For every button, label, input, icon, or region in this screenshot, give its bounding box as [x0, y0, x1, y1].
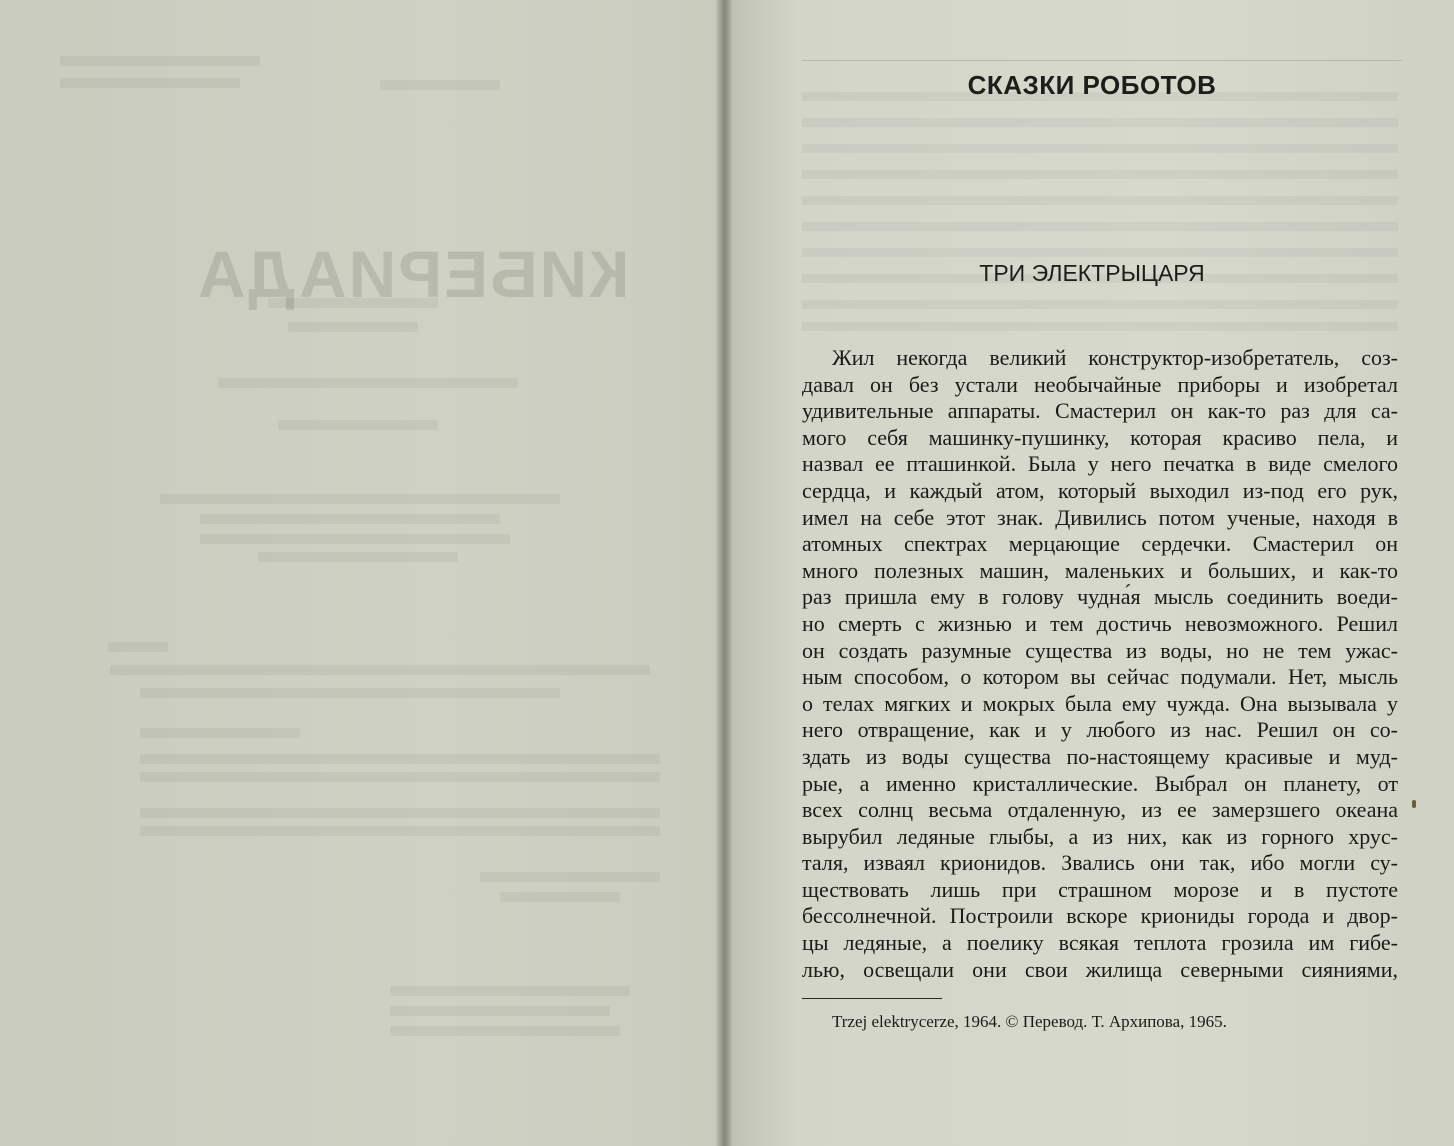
body-line: Жил некогда великий конструктор-изобретатель, соз- — [832, 345, 1398, 370]
show-through-line — [802, 144, 1398, 153]
show-through-line — [140, 754, 660, 764]
show-through-line — [140, 688, 560, 698]
body-line: давал он без устали необычайные приборы и изобретал — [802, 371, 1398, 397]
body-line: назвал ее пташинкой. Была у него печатка в виде смелого — [802, 451, 1398, 477]
body-line: о телах мягких и мокрых была ему чужда. Она вызывала у — [802, 690, 1398, 716]
show-through-line — [200, 534, 510, 544]
show-through-line — [140, 808, 660, 818]
body-line: рые, а именно кристаллические. Выбрал он планету, от — [802, 770, 1398, 796]
body-line: лью, освещали они свои жилища северными сияниями, — [802, 956, 1398, 982]
show-through-line — [160, 494, 560, 504]
show-through-line — [60, 78, 240, 88]
show-through-line — [278, 420, 438, 430]
show-through-line — [140, 772, 660, 782]
body-line: вырубил ледяные глыбы, а из них, как из горного хрус- — [802, 823, 1398, 849]
footnote-rule — [802, 998, 942, 999]
body-line: атомных спектрах мерцающие сердечки. Смастерил он — [802, 531, 1398, 557]
body-line: цы ледяные, а поелику всякая теплота грозила им гибе- — [802, 930, 1398, 956]
body-line: здать из воды существа по-настоящему красивые и муд- — [802, 743, 1398, 769]
show-through-line — [802, 222, 1398, 231]
story-body — [802, 345, 1398, 983]
show-through-line — [140, 728, 300, 738]
show-through-line — [802, 248, 1398, 257]
show-through-line — [380, 80, 500, 90]
show-through-line — [390, 1006, 610, 1016]
running-head-rule — [802, 40, 1402, 61]
show-through-line — [268, 298, 438, 308]
body-line: ществовать лишь при страшном морозе и в пустоте — [802, 876, 1398, 902]
show-through-line — [200, 514, 500, 524]
show-through-line — [802, 300, 1398, 309]
body-line: раз пришла ему в голову чудна́я мысль соединить воеди- — [802, 584, 1398, 610]
show-through-line — [802, 196, 1398, 205]
body-line: удивительные аппараты. Смастерил он как-то раз для са- — [802, 398, 1398, 424]
footnote: Trzej elektrycerze, 1964. © Перевод. Т. Архипова, 1965. — [832, 1012, 1227, 1031]
body-line: таля, изваял крионидов. Звались они так, ибо могли су- — [802, 850, 1398, 876]
body-line: мого себя машинку-пушинку, которая красиво пела, и — [802, 424, 1398, 450]
body-line: имел на себе этот знак. Дивились потом ученые, находя в — [802, 504, 1398, 530]
show-through-line — [802, 170, 1398, 179]
show-through-line — [218, 378, 518, 388]
show-through-line — [258, 552, 458, 562]
body-line: ным способом, о котором вы сейчас подумали. Нет, мысль — [802, 664, 1398, 690]
show-through-line — [288, 322, 418, 332]
show-through-line — [802, 322, 1398, 331]
body-line: много полезных машин, маленьких и больших, и как-то — [802, 557, 1398, 583]
show-through-line — [60, 56, 260, 66]
left-page-blank — [0, 0, 718, 1146]
body-line: бессолнечной. Построили вскоре криониды города и двор- — [802, 903, 1398, 929]
section-title: СКАЗКИ РОБОТОВ — [967, 70, 1217, 100]
body-line: него отвращение, как и у любого из нас. Решил он со- — [802, 717, 1398, 743]
body-line: он создать разумные существа из воды, но не тем ужас- — [802, 637, 1398, 663]
paper-speck — [1412, 800, 1416, 808]
story-title: ТРИ ЭЛЕКТРЫЦАРЯ — [979, 260, 1205, 286]
show-through-line — [110, 665, 650, 675]
show-through-line — [802, 118, 1398, 127]
show-through-title: КИБЕРИАДА — [196, 237, 630, 311]
show-through-line — [390, 986, 630, 996]
body-line: но смерть с жизнью и тем достичь невозможного. Решил — [802, 610, 1398, 636]
body-line: сердца, и каждый атом, который выходил из-под его рук, — [802, 477, 1398, 503]
show-through-line — [390, 1026, 620, 1036]
show-through-line — [480, 872, 660, 882]
show-through-line — [500, 892, 620, 902]
show-through-line — [108, 642, 168, 652]
show-through-line — [140, 826, 660, 836]
body-line: всех солнц весьма отдаленную, из ее замерзшего океана — [802, 797, 1398, 823]
right-page — [730, 0, 1454, 1146]
